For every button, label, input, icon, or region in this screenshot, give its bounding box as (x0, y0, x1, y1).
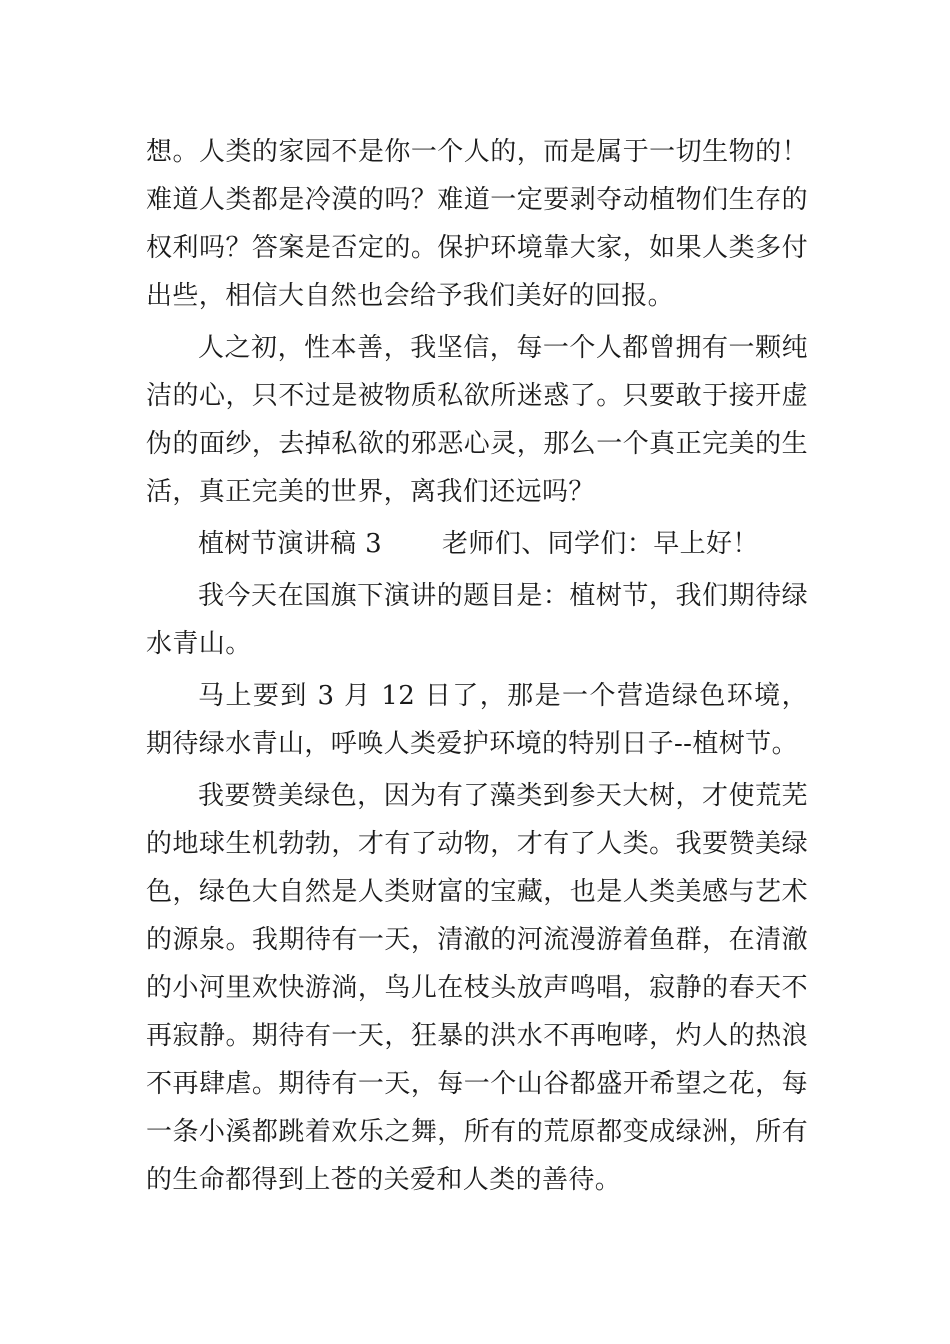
paragraph-topic: 我今天在国旗下演讲的题目是：植树节，我们期待绿水青山。 (146, 581, 808, 659)
speech-heading (146, 520, 808, 568)
document-page (146, 128, 808, 1208)
speech-greeting: 老师们、同学们：早上好！ (442, 529, 759, 559)
speech-title: 植树节演讲稿 3 (198, 529, 383, 559)
paragraph-arbor-day: 马上要到 3 月 12 日了，那是一个营造绿色环境，期待绿水青山，呼唤人类爱护环境的特别日子--植树节。 (146, 681, 808, 759)
paragraph-continuation: 想。人类的家园不是你一个人的，而是属于一切生物的！难道人类都是冷漠的吗？难道一定要剥夺动植物们生存的权利吗？答案是否定的。保护环境靠大家，如果人类多付出些，相信大自然也会给予我们美好的回报。 (146, 137, 808, 311)
paragraph-human-nature: 人之初，性本善，我坚信，每一个人都曾拥有一颗纯洁的心，只不过是被物质私欲所迷惑了。只要敢于接开虚伪的面纱，去掉私欲的邪恶心灵，那么一个真正完美的生活，真正完美的世界，离我们还远吗？ (146, 333, 808, 507)
paragraph-praise-green: 我要赞美绿色，因为有了藻类到参天大树，才使荒芜的地球生机勃勃，才有了动物，才有了人类。我要赞美绿色，绿色大自然是人类财富的宝藏，也是人类美感与艺术的源泉。我期待有一天，清澈的河流漫游着鱼群，在清澈的小河里欢快游淌，鸟儿在枝头放声鸣唱，寂静的春天不再寂静。期待有一天，狂暴的洪水不再咆哮，灼人的热浪不再肆虐。期待有一天，每一个山谷都盛开希望之花，每一条小溪都跳着欢乐之舞，所有的荒原都变成绿洲，所有的生命都得到上苍的关爱和人类的善待。 (146, 781, 808, 1195)
